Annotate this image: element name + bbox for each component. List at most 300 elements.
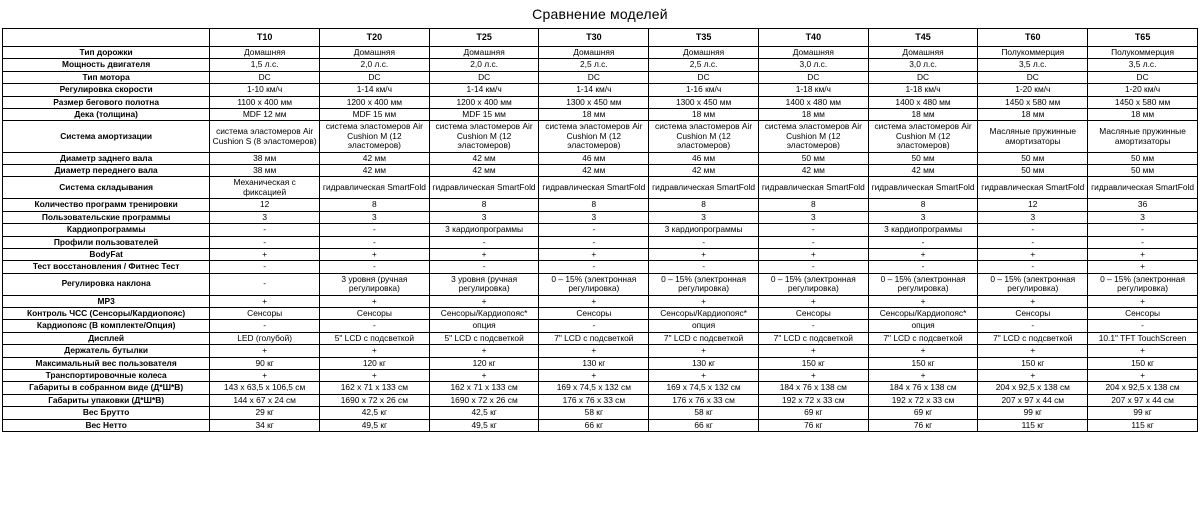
row-label: Тест восстановления / Фитнес Тест — [3, 261, 210, 273]
table-header-row — [3, 29, 1198, 47]
spec-cell: - — [320, 261, 430, 273]
spec-cell: - — [539, 224, 649, 236]
spec-cell: Домашняя — [868, 47, 978, 59]
row-label: Габариты упаковки (Д*Ш*В) — [3, 394, 210, 406]
spec-cell: 3 — [758, 211, 868, 223]
spec-cell: Масляные пружинные амортизаторы — [1088, 121, 1198, 152]
spec-cell: 50 мм — [978, 165, 1088, 177]
row-label: Регулировка скорости — [3, 84, 210, 96]
spec-cell: - — [978, 236, 1088, 248]
spec-cell: 1450 x 580 мм — [1088, 96, 1198, 108]
spec-cell: гидравлическая SmartFold — [1088, 177, 1198, 199]
spec-cell: 130 кг — [649, 357, 759, 369]
spec-cell: гидравлическая SmartFold — [429, 177, 539, 199]
spec-cell: 76 кг — [868, 419, 978, 431]
table-body — [3, 47, 1198, 432]
spec-cell: 2,0 л.с. — [320, 59, 430, 71]
spec-cell: 34 кг — [210, 419, 320, 431]
row-label: Вес Нетто — [3, 419, 210, 431]
spec-cell: 8 — [320, 199, 430, 211]
spec-cell: DC — [429, 71, 539, 83]
spec-cell: 1300 x 450 мм — [539, 96, 649, 108]
row-label: Кардиопояс (В комплекте/Опция) — [3, 320, 210, 332]
model-comparison-table — [2, 28, 1198, 432]
spec-cell: 0 – 15% (электронная регулировка) — [758, 273, 868, 295]
spec-cell: Сенсоры — [1088, 307, 1198, 319]
spec-cell: 50 мм — [758, 152, 868, 164]
spec-cell: + — [978, 295, 1088, 307]
spec-cell: 38 мм — [210, 165, 320, 177]
spec-cell: 204 x 92,5 x 138 см — [1088, 382, 1198, 394]
spec-cell: 1450 x 580 мм — [978, 96, 1088, 108]
spec-cell: 42,5 кг — [320, 407, 430, 419]
spec-cell: Домашняя — [758, 47, 868, 59]
spec-cell: + — [210, 295, 320, 307]
row-label: Вес Брутто — [3, 407, 210, 419]
spec-cell: 2,0 л.с. — [429, 59, 539, 71]
row-label: Диаметр переднего вала — [3, 165, 210, 177]
spec-cell: 99 кг — [1088, 407, 1198, 419]
spec-cell: 7" LCD с подсветкой — [649, 332, 759, 344]
row-label: Система складывания — [3, 177, 210, 199]
spec-cell: 0 – 15% (электронная регулировка) — [868, 273, 978, 295]
spec-cell: система эластомеров Air Cushion M (12 эластомеров) — [758, 121, 868, 152]
table-row — [3, 273, 1198, 295]
spec-cell: 2,5 л.с. — [649, 59, 759, 71]
spec-cell: 3 — [649, 211, 759, 223]
spec-cell: гидравлическая SmartFold — [539, 177, 649, 199]
spec-cell: Сенсоры/Кардиопояс* — [868, 307, 978, 319]
spec-cell: 8 — [649, 199, 759, 211]
spec-cell: 207 x 97 x 44 см — [978, 394, 1088, 406]
table-row — [3, 357, 1198, 369]
spec-cell: + — [539, 345, 649, 357]
spec-cell: LED (голубой) — [210, 332, 320, 344]
spec-cell: 18 мм — [1088, 109, 1198, 121]
spec-cell: опция — [429, 320, 539, 332]
spec-cell: - — [429, 261, 539, 273]
spec-cell: 3 кардиопрограммы — [649, 224, 759, 236]
spec-cell: 8 — [429, 199, 539, 211]
spec-cell: Домашняя — [429, 47, 539, 59]
model-column-header: T30 — [539, 29, 649, 47]
spec-cell: + — [978, 345, 1088, 357]
spec-cell: 3 кардиопрограммы — [868, 224, 978, 236]
model-column-header: T60 — [978, 29, 1088, 47]
spec-cell: DC — [649, 71, 759, 83]
spec-cell: - — [210, 261, 320, 273]
spec-cell: - — [1088, 224, 1198, 236]
table-row — [3, 320, 1198, 332]
spec-cell: 8 — [758, 199, 868, 211]
spec-cell: система эластомеров Air Cushion M (12 эластомеров) — [539, 121, 649, 152]
spec-cell: 1-20 км/ч — [1088, 84, 1198, 96]
spec-cell: 5" LCD с подсветкой — [320, 332, 430, 344]
spec-cell: 99 кг — [978, 407, 1088, 419]
spec-cell: гидравлическая SmartFold — [758, 177, 868, 199]
spec-cell: 7" LCD с подсветкой — [539, 332, 649, 344]
row-label: Размер бегового полотна — [3, 96, 210, 108]
row-label: Профили пользователей — [3, 236, 210, 248]
spec-cell: DC — [1088, 71, 1198, 83]
spec-cell: Домашняя — [210, 47, 320, 59]
spec-cell: 36 — [1088, 199, 1198, 211]
table-row — [3, 165, 1198, 177]
spec-cell: + — [649, 345, 759, 357]
spec-cell: Полукоммерция — [978, 47, 1088, 59]
spec-cell: + — [429, 248, 539, 260]
spec-cell: 162 x 71 x 133 см — [320, 382, 430, 394]
table-row — [3, 71, 1198, 83]
spec-cell: Масляные пружинные амортизаторы — [978, 121, 1088, 152]
spec-cell: - — [539, 320, 649, 332]
spec-cell: 3 — [210, 211, 320, 223]
spec-cell: + — [758, 345, 868, 357]
spec-cell: Сенсоры — [210, 307, 320, 319]
spec-cell: + — [210, 248, 320, 260]
spec-cell: 42 мм — [429, 165, 539, 177]
spec-cell: + — [539, 248, 649, 260]
spec-cell: DC — [758, 71, 868, 83]
table-row — [3, 332, 1198, 344]
spec-cell: 42 мм — [429, 152, 539, 164]
spec-cell: - — [320, 320, 430, 332]
spec-cell: 150 кг — [868, 357, 978, 369]
spec-cell: DC — [539, 71, 649, 83]
spec-cell: + — [210, 345, 320, 357]
spec-cell: 12 — [978, 199, 1088, 211]
spec-cell: - — [758, 224, 868, 236]
spec-cell: + — [868, 248, 978, 260]
spec-cell: 2,5 л.с. — [539, 59, 649, 71]
spec-cell: 0 – 15% (электронная регулировка) — [649, 273, 759, 295]
spec-cell: 1-14 км/ч — [320, 84, 430, 96]
spec-cell: 1-10 км/ч — [210, 84, 320, 96]
spec-cell: - — [210, 224, 320, 236]
spec-cell: 1200 x 400 мм — [320, 96, 430, 108]
spec-cell: 66 кг — [649, 419, 759, 431]
spec-cell: DC — [868, 71, 978, 83]
spec-cell: 115 кг — [978, 419, 1088, 431]
spec-cell: 207 x 97 x 44 см — [1088, 394, 1198, 406]
spec-cell: + — [429, 295, 539, 307]
spec-cell: 3,0 л.с. — [868, 59, 978, 71]
row-label: Габариты в собранном виде (Д*Ш*В) — [3, 382, 210, 394]
spec-cell: 143 x 63,5 x 106,5 см — [210, 382, 320, 394]
spec-cell: 42 мм — [539, 165, 649, 177]
spec-cell: 18 мм — [649, 109, 759, 121]
spec-cell: гидравлическая SmartFold — [320, 177, 430, 199]
spec-cell: - — [868, 236, 978, 248]
spec-cell: 204 x 92,5 x 138 см — [978, 382, 1088, 394]
spec-cell: 49,5 кг — [320, 419, 430, 431]
spec-cell: 144 x 67 x 24 см — [210, 394, 320, 406]
spec-cell: 7" LCD с подсветкой — [978, 332, 1088, 344]
spec-cell: гидравлическая SmartFold — [649, 177, 759, 199]
table-row — [3, 96, 1198, 108]
spec-cell: Домашняя — [320, 47, 430, 59]
spec-cell: 18 мм — [978, 109, 1088, 121]
spec-cell: + — [758, 248, 868, 260]
spec-cell: 18 мм — [539, 109, 649, 121]
spec-cell: Сенсоры — [758, 307, 868, 319]
table-row — [3, 382, 1198, 394]
spec-cell: 169 x 74,5 x 132 см — [539, 382, 649, 394]
table-row — [3, 109, 1198, 121]
spec-cell: 120 кг — [429, 357, 539, 369]
row-label: Мощность двигателя — [3, 59, 210, 71]
spec-cell: - — [210, 273, 320, 295]
row-label: Держатель бутылки — [3, 345, 210, 357]
spec-cell: 3 — [320, 211, 430, 223]
spec-cell: - — [978, 320, 1088, 332]
spec-cell: 46 мм — [649, 152, 759, 164]
spec-cell: 50 мм — [1088, 165, 1198, 177]
spec-cell: 42 мм — [758, 165, 868, 177]
spec-cell: 176 x 76 x 33 см — [539, 394, 649, 406]
table-row — [3, 84, 1198, 96]
spec-cell: 42 мм — [320, 152, 430, 164]
spec-cell: 49,5 кг — [429, 419, 539, 431]
spec-cell: гидравлическая SmartFold — [978, 177, 1088, 199]
spec-cell: - — [758, 320, 868, 332]
table-row — [3, 407, 1198, 419]
spec-cell: - — [1088, 236, 1198, 248]
spec-cell: система эластомеров Air Cushion M (12 эластомеров) — [649, 121, 759, 152]
table-row — [3, 59, 1198, 71]
spec-cell: система эластомеров Air Cushion M (12 эластомеров) — [320, 121, 430, 152]
spec-cell: 184 x 76 x 138 см — [758, 382, 868, 394]
model-column-header: T20 — [320, 29, 430, 47]
spec-cell: + — [1088, 261, 1198, 273]
row-label: Пользовательские программы — [3, 211, 210, 223]
model-column-header: T65 — [1088, 29, 1198, 47]
spec-cell: 1-18 км/ч — [868, 84, 978, 96]
spec-cell: 115 кг — [1088, 419, 1198, 431]
spec-cell: система эластомеров Air Cushion M (12 эластомеров) — [868, 121, 978, 152]
spec-cell: - — [868, 261, 978, 273]
table-row — [3, 224, 1198, 236]
spec-cell: 29 кг — [210, 407, 320, 419]
spec-cell: система эластомеров Air Cushion S (8 эластомеров) — [210, 121, 320, 152]
spec-cell: система эластомеров Air Cushion M (12 эластомеров) — [429, 121, 539, 152]
spec-cell: 3,5 л.с. — [978, 59, 1088, 71]
spec-cell: + — [539, 369, 649, 381]
spec-cell: - — [210, 320, 320, 332]
spec-cell: - — [539, 236, 649, 248]
spec-cell: - — [758, 261, 868, 273]
spec-cell: Сенсоры — [978, 307, 1088, 319]
spec-cell: 3 — [1088, 211, 1198, 223]
model-column-header: T35 — [649, 29, 759, 47]
page-title: Сравнение моделей — [532, 6, 668, 22]
spec-cell: 192 x 72 x 33 см — [758, 394, 868, 406]
row-label: Система амортизации — [3, 121, 210, 152]
spec-cell: 3 кардиопрограммы — [429, 224, 539, 236]
spec-cell: Домашняя — [649, 47, 759, 59]
table-row — [3, 369, 1198, 381]
spec-cell: + — [429, 345, 539, 357]
spec-cell: 184 x 76 x 138 см — [868, 382, 978, 394]
table-row — [3, 419, 1198, 431]
spec-cell: + — [868, 369, 978, 381]
model-column-header: T45 — [868, 29, 978, 47]
spec-cell: 42 мм — [649, 165, 759, 177]
spec-cell: Полукоммерция — [1088, 47, 1198, 59]
spec-cell: 3 — [429, 211, 539, 223]
spec-cell: 58 кг — [539, 407, 649, 419]
spec-cell: гидравлическая SmartFold — [868, 177, 978, 199]
spec-cell: 8 — [539, 199, 649, 211]
spec-cell: MDF 12 мм — [210, 109, 320, 121]
spec-cell: + — [649, 295, 759, 307]
spec-cell: 3 уровня (ручная регулировка) — [429, 273, 539, 295]
spec-cell: + — [649, 369, 759, 381]
spec-cell: 0 – 15% (электронная регулировка) — [539, 273, 649, 295]
model-column-header: T10 — [210, 29, 320, 47]
spec-cell: 1100 x 400 мм — [210, 96, 320, 108]
spec-cell: - — [978, 261, 1088, 273]
spec-cell: + — [429, 369, 539, 381]
spec-cell: 1200 x 400 мм — [429, 96, 539, 108]
spec-cell: + — [868, 295, 978, 307]
table-row — [3, 394, 1198, 406]
spec-cell: Сенсоры — [320, 307, 430, 319]
table-row — [3, 261, 1198, 273]
spec-cell: 3 — [868, 211, 978, 223]
spec-cell: 1,5 л.с. — [210, 59, 320, 71]
spec-cell: 150 кг — [758, 357, 868, 369]
row-label: Кардиопрограммы — [3, 224, 210, 236]
row-label: Максимальный вес пользователя — [3, 357, 210, 369]
spec-cell: 1690 x 72 x 26 см — [429, 394, 539, 406]
spec-cell: - — [539, 261, 649, 273]
spec-cell: DC — [978, 71, 1088, 83]
spec-cell: 38 мм — [210, 152, 320, 164]
spec-cell: - — [649, 261, 759, 273]
table-row — [3, 47, 1198, 59]
spec-cell: 130 кг — [539, 357, 649, 369]
spec-cell: 1690 x 72 x 26 см — [320, 394, 430, 406]
spec-cell: Сенсоры — [539, 307, 649, 319]
row-label: Дека (толщина) — [3, 109, 210, 121]
spec-cell: - — [978, 224, 1088, 236]
spec-cell: - — [210, 236, 320, 248]
spec-cell: 7" LCD с подсветкой — [868, 332, 978, 344]
spec-cell: Сенсоры/Кардиопояс* — [649, 307, 759, 319]
spec-cell: 1400 x 480 мм — [758, 96, 868, 108]
table-row — [3, 177, 1198, 199]
spec-cell: 7" LCD с подсветкой — [758, 332, 868, 344]
spec-cell: + — [1088, 295, 1198, 307]
table-row — [3, 236, 1198, 248]
spec-cell: DC — [320, 71, 430, 83]
spec-cell: 46 мм — [539, 152, 649, 164]
spec-cell: - — [649, 236, 759, 248]
spec-cell: + — [320, 369, 430, 381]
spec-cell: 58 кг — [649, 407, 759, 419]
spec-cell: 69 кг — [868, 407, 978, 419]
spec-cell: 5" LCD с подсветкой — [429, 332, 539, 344]
spec-cell: + — [1088, 248, 1198, 260]
spec-cell: DC — [210, 71, 320, 83]
spec-cell: + — [868, 345, 978, 357]
table-row — [3, 199, 1198, 211]
row-label: Регулировка наклона — [3, 273, 210, 295]
spec-cell: 0 – 15% (электронная регулировка) — [1088, 273, 1198, 295]
spec-cell: 3,0 л.с. — [758, 59, 868, 71]
spec-cell: 176 x 76 x 33 см — [649, 394, 759, 406]
spec-cell: - — [320, 224, 430, 236]
spec-cell: Механическая с фиксацией — [210, 177, 320, 199]
spec-cell: 10.1" TFT TouchScreen — [1088, 332, 1198, 344]
table-row — [3, 248, 1198, 260]
spec-cell: 3,5 л.с. — [1088, 59, 1198, 71]
spec-cell: Домашняя — [539, 47, 649, 59]
spec-cell: 192 x 72 x 33 см — [868, 394, 978, 406]
model-column-header: T25 — [429, 29, 539, 47]
spec-cell: + — [978, 248, 1088, 260]
spec-cell: MDF 15 мм — [429, 109, 539, 121]
spec-cell: 42,5 кг — [429, 407, 539, 419]
table-corner-cell — [3, 29, 210, 47]
spec-cell: 3 уровня (ручная регулировка) — [320, 273, 430, 295]
row-label: Диаметр заднего вала — [3, 152, 210, 164]
spec-cell: + — [758, 295, 868, 307]
spec-cell: + — [210, 369, 320, 381]
spec-cell: - — [758, 236, 868, 248]
spec-cell: 90 кг — [210, 357, 320, 369]
spec-cell: 3 — [539, 211, 649, 223]
spec-cell: + — [320, 295, 430, 307]
table-row — [3, 152, 1198, 164]
row-label: Количество программ тренировки — [3, 199, 210, 211]
row-label: MP3 — [3, 295, 210, 307]
spec-cell: 1-16 км/ч — [649, 84, 759, 96]
spec-cell: 50 мм — [978, 152, 1088, 164]
spec-cell: 3 — [978, 211, 1088, 223]
row-label: Транспортировочные колеса — [3, 369, 210, 381]
spec-cell: 8 — [868, 199, 978, 211]
spec-cell: 1-20 км/ч — [978, 84, 1088, 96]
spec-cell: 50 мм — [1088, 152, 1198, 164]
spec-cell: + — [758, 369, 868, 381]
spec-cell: + — [320, 248, 430, 260]
spec-cell: - — [429, 236, 539, 248]
table-row — [3, 345, 1198, 357]
spec-cell: 76 кг — [758, 419, 868, 431]
spec-cell: + — [320, 345, 430, 357]
spec-cell: 120 кг — [320, 357, 430, 369]
spec-cell: + — [649, 248, 759, 260]
row-label: Тип мотора — [3, 71, 210, 83]
spec-cell: 50 мм — [868, 152, 978, 164]
model-column-header: T40 — [758, 29, 868, 47]
spec-cell: + — [1088, 345, 1198, 357]
spec-cell: Сенсоры/Кардиопояс* — [429, 307, 539, 319]
spec-cell: + — [1088, 369, 1198, 381]
spec-cell: + — [539, 295, 649, 307]
row-label: Тип дорожки — [3, 47, 210, 59]
spec-cell: 0 – 15% (электронная регулировка) — [978, 273, 1088, 295]
table-row — [3, 211, 1198, 223]
spec-cell: 42 мм — [320, 165, 430, 177]
spec-cell: 66 кг — [539, 419, 649, 431]
table-row — [3, 121, 1198, 152]
spec-cell: 150 кг — [978, 357, 1088, 369]
spec-cell: 12 — [210, 199, 320, 211]
spec-cell: 1-14 км/ч — [429, 84, 539, 96]
